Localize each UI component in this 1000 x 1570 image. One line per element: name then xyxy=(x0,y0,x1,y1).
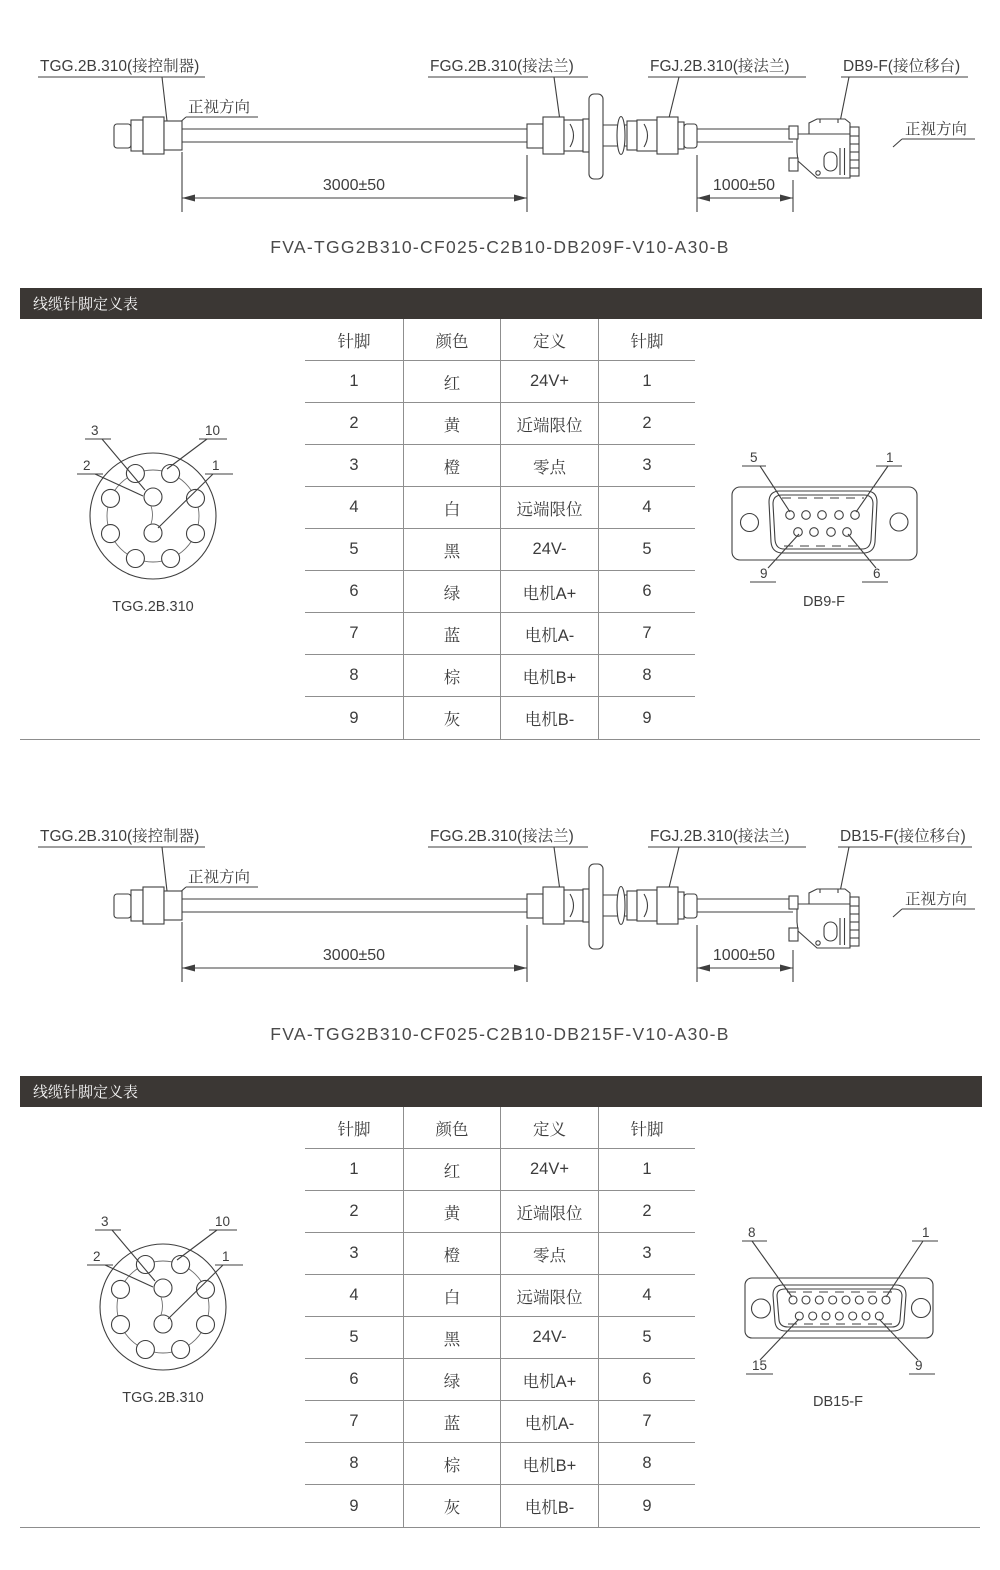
dimension-cable-tail xyxy=(697,155,793,212)
washer xyxy=(617,117,625,155)
left-connector-label: TGG.2B.310(接控制器) xyxy=(40,828,200,845)
pin-callouts xyxy=(77,423,233,528)
cable-segment-tail xyxy=(697,129,793,142)
table-cell: 1 xyxy=(598,361,695,403)
table-body xyxy=(305,1149,695,1527)
flange-front-connector-label: FGG.2B.310(接法兰) xyxy=(430,58,574,75)
db9-connector-front-view xyxy=(720,440,960,615)
dimension-tail-value: 1000±50 xyxy=(712,947,776,964)
right-connector-label: DB9-F(接位移台) xyxy=(843,58,961,75)
table-cell: 9 xyxy=(349,1496,359,1515)
part-number: FVA-TGG2B310-CF025-C2B10-DB215F-V10-A30-B xyxy=(270,1024,730,1044)
table-row xyxy=(305,1233,695,1275)
table-cell: 电机A- xyxy=(500,1401,598,1443)
table-row xyxy=(305,1317,695,1359)
view-direction-right xyxy=(893,890,975,917)
pin-callout-1: 1 xyxy=(222,1249,230,1264)
pin-table-title: 线缆针脚定义表 xyxy=(33,296,139,313)
pin-callout-top-right: 1 xyxy=(886,450,894,465)
view-direction-left xyxy=(177,98,258,125)
table-row xyxy=(305,445,695,487)
table-row xyxy=(305,1443,695,1485)
table-cell: 5 xyxy=(305,529,403,571)
table-cell: 24V+ xyxy=(500,361,598,403)
table-cell: 5 xyxy=(598,1317,695,1359)
table-cell: 3 xyxy=(598,445,695,487)
connector-pins xyxy=(102,465,205,568)
table-cell: 近端限位 xyxy=(500,403,598,445)
section-divider-line xyxy=(20,1527,980,1528)
table-cell: 远端限位 xyxy=(500,1275,598,1317)
pin-callout-1: 1 xyxy=(212,458,220,473)
dsub-connector-caption: DB9-F xyxy=(803,594,845,610)
dimension-main-value: 3000±50 xyxy=(322,947,386,964)
cable-segment-main xyxy=(182,129,527,142)
table-cell: 电机A+ xyxy=(500,571,598,613)
table-cell: 1 xyxy=(305,1149,403,1191)
tgg-plug xyxy=(114,117,182,154)
pin-callouts xyxy=(87,1214,243,1319)
table-cell: 8 xyxy=(305,1443,403,1485)
table-cell: 24V- xyxy=(500,529,598,571)
table-cell: 8 xyxy=(598,1443,695,1485)
pin-table-title: 线缆针脚定义表 xyxy=(33,1084,139,1101)
table-cell: 电机B+ xyxy=(500,1443,598,1485)
mounting-hole xyxy=(890,513,908,531)
pin-callout-3: 3 xyxy=(101,1214,109,1229)
flange-front-connector-label: FGG.2B.310(接法兰) xyxy=(430,828,574,845)
table-cell: 远端限位 xyxy=(500,487,598,529)
table-cell: 7 xyxy=(305,613,403,655)
table-header-cell: 定义 xyxy=(500,319,598,361)
table-cell: 4 xyxy=(598,487,695,529)
table-cell: 绿 xyxy=(403,571,500,613)
table-cell: 黄 xyxy=(403,403,500,445)
table-cell: 电机A+ xyxy=(500,1359,598,1401)
mounting-hole xyxy=(741,514,759,532)
table-cell: 3 xyxy=(598,1233,695,1275)
pin-callout-top-right: 1 xyxy=(922,1225,930,1240)
circular-connector-caption: TGG.2B.310 xyxy=(122,1390,204,1406)
pin-callout-bottom-right: 9 xyxy=(915,1358,923,1373)
table-cell: 灰 xyxy=(403,1485,500,1527)
pin-callout-top-left: 8 xyxy=(748,1225,756,1240)
pin-callout-2: 2 xyxy=(83,458,91,473)
table-cell: 零点 xyxy=(500,1233,598,1275)
table-header-cell: 针脚 xyxy=(305,319,403,361)
pin-table-title-bar xyxy=(20,288,982,319)
table-header-cell: 定义 xyxy=(500,1107,598,1149)
table-cell: 5 xyxy=(598,529,695,571)
svg-text:正视方向: 正视方向 xyxy=(905,121,968,138)
table-cell: 零点 xyxy=(500,445,598,487)
table-cell: 橙 xyxy=(403,445,500,487)
pin-callout-bottom-right: 6 xyxy=(873,566,881,581)
table-header-cell: 针脚 xyxy=(305,1107,403,1149)
pin-callout-2: 2 xyxy=(93,1249,101,1264)
table-cell: 2 xyxy=(305,1191,403,1233)
table-cell: 绿 xyxy=(403,1359,500,1401)
circular-connector-caption: TGG.2B.310 xyxy=(112,599,194,615)
pin-callout-bottom-left: 15 xyxy=(752,1358,768,1373)
view-direction-left xyxy=(177,868,258,895)
dimension-cable-tail xyxy=(697,925,793,982)
pin-callout-top-left: 5 xyxy=(750,450,758,465)
svg-text:正视方向: 正视方向 xyxy=(905,891,968,908)
thumbscrew xyxy=(789,928,798,941)
flange-disc xyxy=(589,94,603,179)
table-header-cell: 颜色 xyxy=(403,1107,500,1149)
dimension-tail-value: 1000±50 xyxy=(712,177,776,194)
table-row xyxy=(305,1275,695,1317)
table-cell: 2 xyxy=(305,403,403,445)
table-row xyxy=(305,1191,695,1233)
table-row xyxy=(305,697,695,739)
dimension-main-value: 3000±50 xyxy=(322,177,386,194)
table-row xyxy=(305,1401,695,1443)
table-cell: 6 xyxy=(598,1359,695,1401)
table-cell: 4 xyxy=(305,1275,403,1317)
table-cell: 电机B- xyxy=(500,1485,598,1527)
pin-callout-bottom-left: 9 xyxy=(760,566,768,581)
dimension-cable-main xyxy=(182,152,527,212)
table-row xyxy=(305,487,695,529)
view-direction-right xyxy=(893,120,975,147)
cable-assembly-drawing-db9 xyxy=(0,40,1000,230)
table-cell: 黑 xyxy=(403,1317,500,1359)
table-row xyxy=(305,571,695,613)
part-number: FVA-TGG2B310-CF025-C2B10-DB209F-V10-A30-B xyxy=(270,237,730,257)
db15-backshell xyxy=(789,889,859,948)
table-cell: 红 xyxy=(403,1149,500,1191)
table-cell: 7 xyxy=(305,1401,403,1443)
left-connector-label: TGG.2B.310(接控制器) xyxy=(40,58,200,75)
table-body xyxy=(305,361,695,739)
washer xyxy=(617,887,625,925)
table-row xyxy=(305,1359,695,1401)
pin-callout-10: 10 xyxy=(205,423,221,438)
table-cell: 5 xyxy=(305,1317,403,1359)
flange-disc xyxy=(589,864,603,949)
table-header-row xyxy=(305,319,695,361)
mounting-hole xyxy=(752,1299,771,1318)
cable-assembly-drawing-db15 xyxy=(0,810,1000,1000)
table-header-cell: 针脚 xyxy=(598,1107,695,1149)
table-cell: 电机A- xyxy=(500,613,598,655)
mounting-hole xyxy=(912,1299,931,1318)
table-cell: 24V+ xyxy=(500,1149,598,1191)
svg-text:正视方向: 正视方向 xyxy=(188,99,251,116)
connector-outline xyxy=(90,453,216,579)
table-row xyxy=(305,613,695,655)
cable-segment-main xyxy=(182,899,527,912)
table-row xyxy=(305,655,695,697)
table-cell: 7 xyxy=(598,613,695,655)
db9-backshell xyxy=(789,119,859,178)
connector-outline xyxy=(100,1244,226,1370)
table-header-cell: 针脚 xyxy=(598,319,695,361)
table-cell: 灰 xyxy=(403,697,500,739)
table-cell: 6 xyxy=(305,571,403,613)
backshell-slot xyxy=(824,922,837,941)
table-cell: 棕 xyxy=(403,1443,500,1485)
table-cell: 电机B- xyxy=(500,697,598,739)
table-header-cell: 颜色 xyxy=(403,319,500,361)
table-cell: 24V- xyxy=(500,1317,598,1359)
table-cell: 6 xyxy=(305,1359,403,1401)
pin-callout-10: 10 xyxy=(215,1214,231,1229)
table-cell: 8 xyxy=(598,655,695,697)
table-cell: 橙 xyxy=(403,1233,500,1275)
table-cell: 电机B+ xyxy=(500,655,598,697)
table-cell: 2 xyxy=(598,1191,695,1233)
table-cell: 1 xyxy=(305,361,403,403)
flange-back-connector-label: FGJ.2B.310(接法兰) xyxy=(650,58,790,75)
cable-segment-tail xyxy=(697,899,793,912)
db15-connector-front-view xyxy=(725,1220,965,1420)
table-cell: 蓝 xyxy=(403,1401,500,1443)
table-row xyxy=(305,403,695,445)
backshell-slot xyxy=(824,152,837,171)
table-cell: 3 xyxy=(305,445,403,487)
table-cell: 4 xyxy=(305,487,403,529)
pin-table-title-bar xyxy=(20,1076,982,1107)
table-cell: 棕 xyxy=(403,655,500,697)
table-cell: 4 xyxy=(598,1275,695,1317)
pin-callout-3: 3 xyxy=(91,423,99,438)
flange-back-connector-label: FGJ.2B.310(接法兰) xyxy=(650,828,790,845)
table-cell: 白 xyxy=(403,1275,500,1317)
connector-pins xyxy=(112,1256,215,1359)
pin-definition-table xyxy=(305,319,695,739)
table-row xyxy=(305,529,695,571)
table-row xyxy=(305,361,695,403)
tgg-plug xyxy=(114,887,182,924)
table-cell: 9 xyxy=(598,697,695,739)
circular-connector-front-view xyxy=(55,414,295,624)
table-cell: 8 xyxy=(305,655,403,697)
table-cell: 黑 xyxy=(403,529,500,571)
table-cell: 6 xyxy=(598,571,695,613)
thumbscrew xyxy=(789,126,798,139)
table-cell: 1 xyxy=(598,1149,695,1191)
table-cell: 7 xyxy=(598,1401,695,1443)
right-connector-label: DB15-F(接位移台) xyxy=(840,828,966,845)
table-cell: 3 xyxy=(305,1233,403,1275)
table-cell: 蓝 xyxy=(403,613,500,655)
table-row xyxy=(305,1485,695,1527)
table-cell: 黄 xyxy=(403,1191,500,1233)
dsub-connector-caption: DB15-F xyxy=(813,1394,863,1410)
table-row xyxy=(305,1149,695,1191)
thumbscrew xyxy=(789,896,798,909)
table-cell: 近端限位 xyxy=(500,1191,598,1233)
table-header-row xyxy=(305,1107,695,1149)
dimension-cable-main xyxy=(182,922,527,982)
pin-definition-table xyxy=(305,1107,695,1527)
table-cell: 2 xyxy=(598,403,695,445)
table-cell: 9 xyxy=(349,708,359,727)
thumbscrew xyxy=(789,158,798,171)
section-divider-line xyxy=(20,739,980,740)
table-cell: 白 xyxy=(403,487,500,529)
table-cell: 红 xyxy=(403,361,500,403)
table-cell: 9 xyxy=(598,1485,695,1527)
circular-connector-front-view xyxy=(65,1205,305,1415)
svg-text:正视方向: 正视方向 xyxy=(188,869,251,886)
